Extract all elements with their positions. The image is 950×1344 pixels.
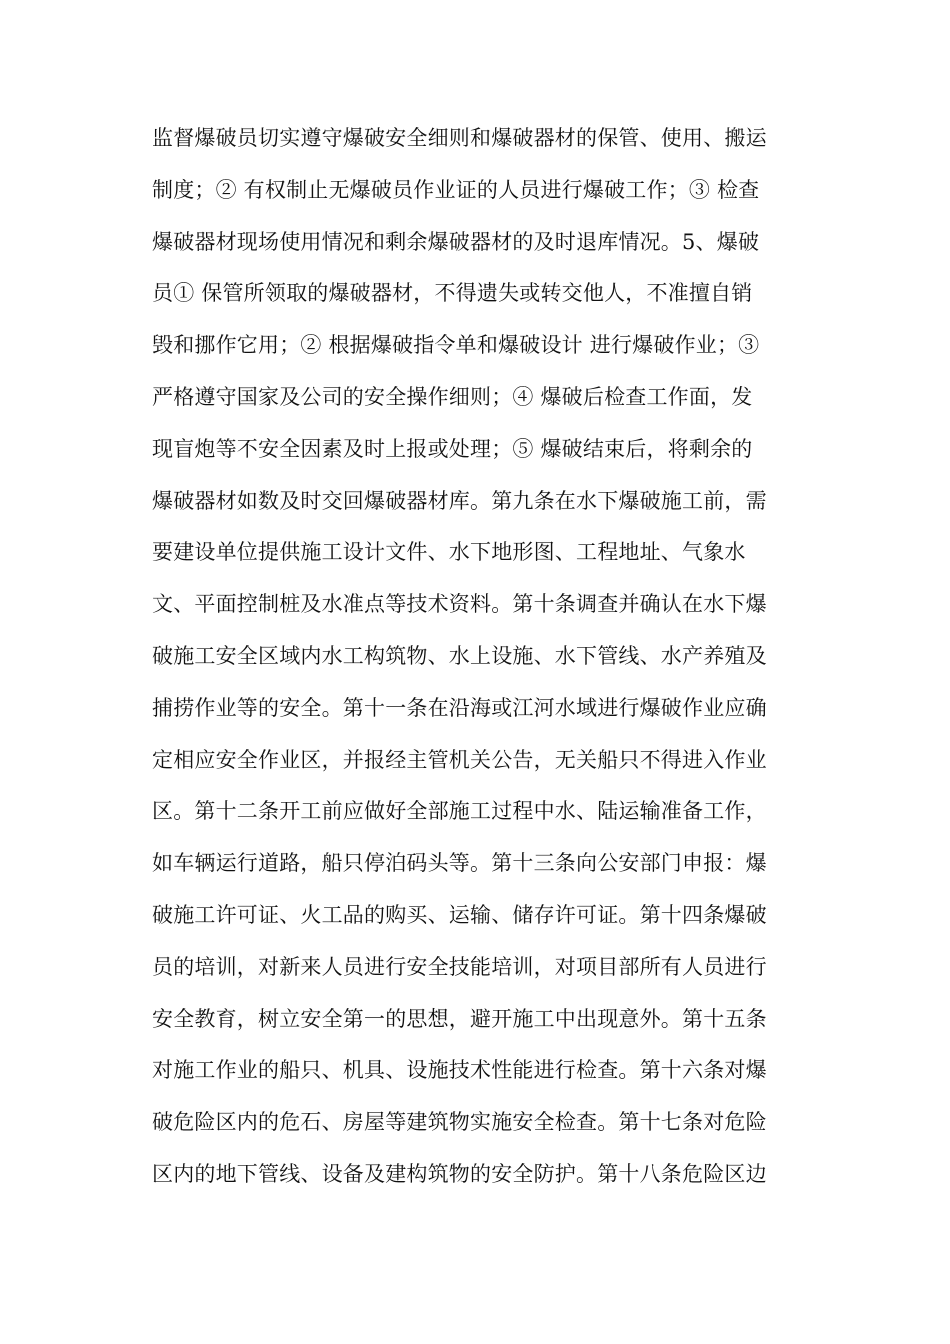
- text-line-21: 区内的地下管线、设备及建构筑物的安全防护。第十八条危险区边: [152, 1161, 767, 1186]
- text-line-17: 员的培训，对新来人员进行安全技能培训，对项目部所有人员进行: [152, 954, 767, 979]
- text-line-6: 严格遵守国家及公司的安全操作细则；④ 爆破后检查工作面，发: [152, 384, 753, 409]
- text-line-3: 爆破器材现场使用情况和剩余爆破器材的及时退库情况。5、爆破: [152, 229, 760, 254]
- text-line-5: 毁和挪作它用；② 根据爆破指令单和爆破设计 进行爆破作业；③: [152, 333, 760, 358]
- text-line-16: 破施工许可证、火工品的购买、运输、储存许可证。第十四条爆破: [152, 902, 767, 927]
- text-line-14: 区。第十二条开工前应做好全部施工过程中水、陆运输准备工作，: [152, 799, 767, 824]
- text-line-7: 现盲炮等不安全因素及时上报或处理；⑤ 爆破结束后，将剩余的: [152, 436, 753, 461]
- text-line-12: 捕捞作业等的安全。第十一条在沿海或江河水域进行爆破作业应确: [152, 695, 767, 720]
- text-line-4: 员① 保管所领取的爆破器材，不得遗失或转交他人，不准擅自销: [152, 281, 753, 306]
- text-line-13: 定相应安全作业区，并报经主管机关公告，无关船只不得进入作业: [152, 747, 767, 772]
- text-line-1: 监督爆破员切实遵守爆破安全细则和爆破器材的保管、使用、搬运: [152, 126, 767, 150]
- body-text: [152, 118, 812, 1206]
- text-line-10: 文、平面控制桩及水准点等技术资料。第十条调查并确认在水下爆: [152, 592, 767, 617]
- text-line-18: 安全教育，树立安全第一的思想，避开施工中出现意外。第十五条: [152, 1006, 767, 1031]
- text-line-2: 制度；② 有权制止无爆破员作业证的人员进行爆破工作；③ 检查: [152, 177, 760, 202]
- text-line-8: 爆破器材如数及时交回爆破器材库。第九条在水下爆破施工前，需: [152, 488, 767, 513]
- text-line-20: 破危险区内的危石、房屋等建筑物实施安全检查。第十七条对危险: [152, 1110, 767, 1135]
- text-line-15: 如车辆运行道路，船只停泊码头等。第十三条向公安部门申报：爆: [152, 851, 767, 876]
- text-line-11: 破施工安全区域内水工构筑物、水上设施、水下管线、水产养殖及: [152, 643, 767, 668]
- text-line-19: 对施工作业的船只、机具、设施技术性能进行检查。第十六条对爆: [152, 1058, 767, 1083]
- text-line-9: 要建设单位提供施工设计文件、水下地形图、工程地址、气象水: [152, 540, 746, 565]
